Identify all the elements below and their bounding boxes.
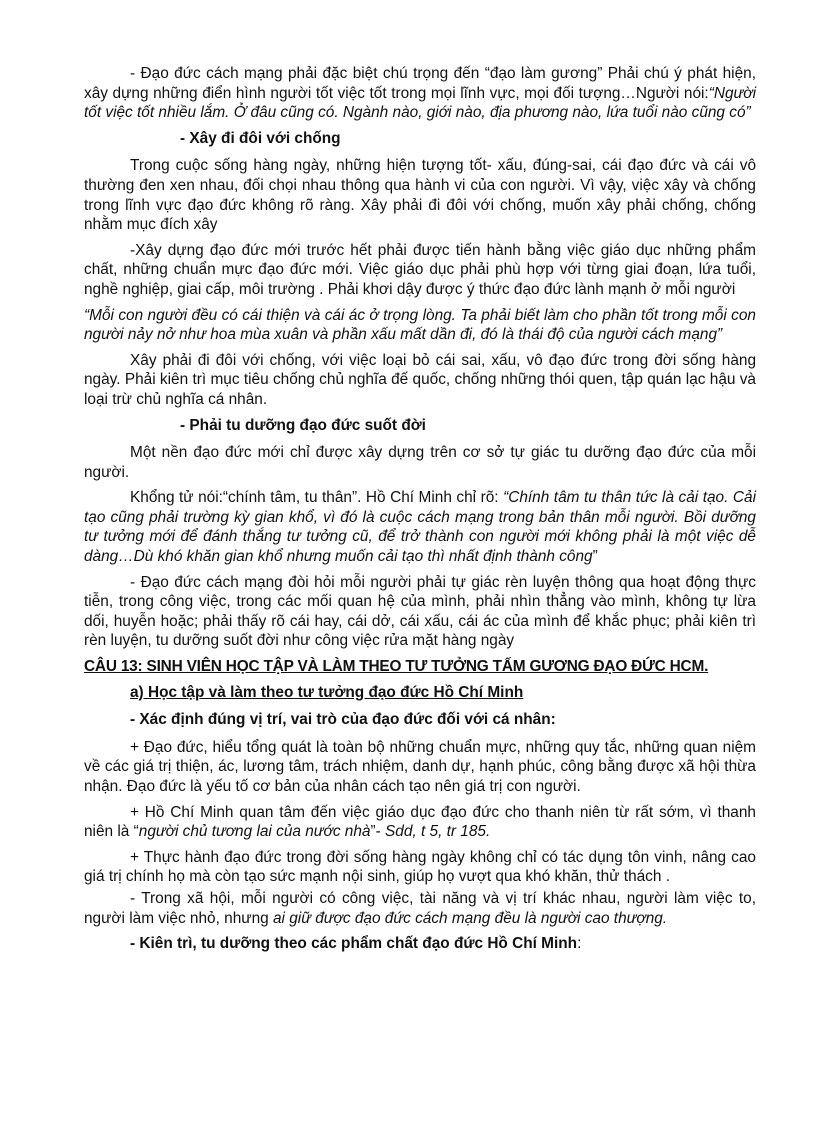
paragraph-text: - Đạo đức cách mạng phải đặc biệt chú trọng đến “đạo làm gương” Phải chú ý phát hiện, xây dựng những điển hình người tốt việc tốt trong mọi lĩnh vực, mọi đối tượng…Người nói: bbox=[84, 65, 756, 102]
heading-cau-13: CÂU 13: SINH VIÊN HỌC TẬP VÀ LÀM THEO TƯ TƯỞNG TẤM GƯƠNG ĐẠO ĐỨC HCM. bbox=[84, 658, 709, 676]
paragraph-dao-lam-guong bbox=[84, 64, 756, 123]
quote-close: ”- bbox=[370, 823, 386, 841]
heading-colon: : bbox=[577, 935, 582, 953]
paragraph-giao-duc-thanh-nien bbox=[84, 803, 756, 842]
source-citation: Sdd, t 5, tr 185. bbox=[385, 823, 491, 841]
paragraph-dao-duc-hieu-tong-quat: + Đạo đức, hiểu tổng quát là toàn bộ những chuẩn mực, những quy tắc, những quan niệm về các giá trị thiện, ác, lương tâm, trách nhiệm, danh dự, hạnh phúc, công bằng được xã hội thừa nhận. Đạo đức là yếu tố cơ bản của nhân cách tạo nên giá trị con người. bbox=[84, 738, 756, 795]
quote-text: “Chính tâm tu thân tức là cải tạo. Cải tạo cũng phải trường kỳ gian khổ, vì đó là cuộc cách mạng trong bản thân mỗi người. Bồi dưỡng tư tưởng mới để đánh thắng tư tưởng cũ, để trở thành con người mới không phải là một việc dễ dàng…Dù khó khăn gian khổ nhưng muốn cải tạo thì nhất định thành công bbox=[84, 489, 757, 566]
paragraph-text: + Hồ Chí Minh quan tâm đến việc giáo dục đạo đức cho thanh niên từ rất sớm, vì thanh niên là “ bbox=[84, 803, 756, 841]
heading-section-a: a) Học tập và làm theo tư tưởng đạo đức Hồ Chí Minh bbox=[130, 683, 524, 701]
quote-text: người chủ tương lai của nước nhà bbox=[138, 823, 371, 841]
paragraph-ren-luyen: - Đạo đức cách mạng đòi hỏi mỗi người phải tự giác rèn luyện thông qua hoạt động thực tiễn, trong công việc, trong các mối quan hệ của mình, phải nhìn thẳng vào mình, không tự lừa dối, huyễn hoặc; phải thấy rõ cái hay, cái dở, cái xấu, cái ác của mình để khắc phục; phải kiên trì rèn luyện, tu dưỡng suốt đời như công việc rửa mặt hàng ngày bbox=[84, 573, 756, 650]
paragraph-thuc-hanh-dao-duc: + Thực hành đạo đức trong đời sống hàng ngày không chỉ có tác dụng tôn vinh, nâng cao giá trị chính họ mà còn tạo sức mạnh nội sinh, giúp họ vượt qua khó khăn, thử thách . bbox=[84, 848, 756, 886]
quote-close: ” bbox=[592, 548, 598, 566]
quote-text: ai giữ được đạo đức cách mạng đều là người cao thượng. bbox=[272, 909, 668, 927]
heading-xay-di-doi-voi-chong: - Xây đi đôi với chống bbox=[180, 129, 341, 147]
quote-moi-con-nguoi: “Mỗi con người đều có cái thiện và cái ác ở trọng lòng. Ta phải biết làm cho phần tốt trong mỗi con người nảy nở như hoa mùa xuân và phần xấu mất dần đi, đó là thái độ của người cách mạng” bbox=[84, 306, 756, 344]
heading-text: - Kiên trì, tu dưỡng theo các phẩm chất đạo đức Hồ Chí Minh bbox=[130, 935, 578, 953]
paragraph-cuoc-song: Trong cuộc sống hàng ngày, những hiện tượng tốt- xấu, đúng-sai, cái đạo đức và cái vô thường đen xen nhau, đối chọi nhau thông qua hành vi của con người. Vì vậy, việc xây và chống trong lĩnh vực đạo đức không rõ ràng. Xây phải đi đôi với chống, muốn xây phải chống, chống nhằm mục đích xây bbox=[84, 157, 756, 234]
paragraph-text: - Trong xã hội, mỗi người có công việc, tài năng và vị trí khác nhau, người làm việc to, người làm việc nhỏ, nhưng bbox=[84, 889, 756, 927]
paragraph-khong-tu bbox=[84, 488, 756, 566]
paragraph-text: Khổng tử nói:“chính tâm, tu thân”. Hồ Chí Minh chỉ rõ: bbox=[130, 489, 504, 507]
heading-xac-dinh-vi-tri: - Xác định đúng vị trí, vai trò của đạo đức đối với cá nhân: bbox=[130, 711, 556, 729]
paragraph-xay-dung-dao-duc: -Xây dựng đạo đức mới trước hết phải được tiến hành bằng việc giáo dục những phẩm chất, những chuẩn mực đạo đức mới. Việc giáo dục phải phù hợp với từng giai đoạn, lứa tuổi, nghề nghiệp, giai cấp, môi trường . Phải khơi dậy được ý thức đạo đức lành mạnh ở mỗi người bbox=[84, 241, 756, 298]
heading-tu-duong-suot-doi: - Phải tu dưỡng đạo đức suốt đời bbox=[180, 416, 426, 434]
paragraph-xay-phai-di-doi: Xây phải đi đôi với chống, với việc loại bỏ cái sai, xấu, vô đạo đức trong đời sống hàng ngày. Phải kiên trì mục tiêu chống chủ nghĩa đế quốc, chống những thói quen, tập quán lạc hậu và loại trừ chủ nghĩa cá nhân. bbox=[84, 351, 756, 408]
heading-kien-tri-tu-duong bbox=[84, 934, 756, 954]
quote-text: “Người tốt việc tốt nhiều lắm. Ở đâu cũng có. Ngành nào, giới nào, địa phương nào, lứa tuổi nào cũng có” bbox=[84, 84, 756, 122]
paragraph-nen-dao-duc-moi: Một nền đạo đức mới chỉ được xây dựng trên cơ sở tự giác tu dưỡng đạo đức của mỗi người. bbox=[84, 444, 756, 481]
paragraph-trong-xa-hoi bbox=[84, 889, 756, 928]
document-page bbox=[84, 64, 756, 962]
